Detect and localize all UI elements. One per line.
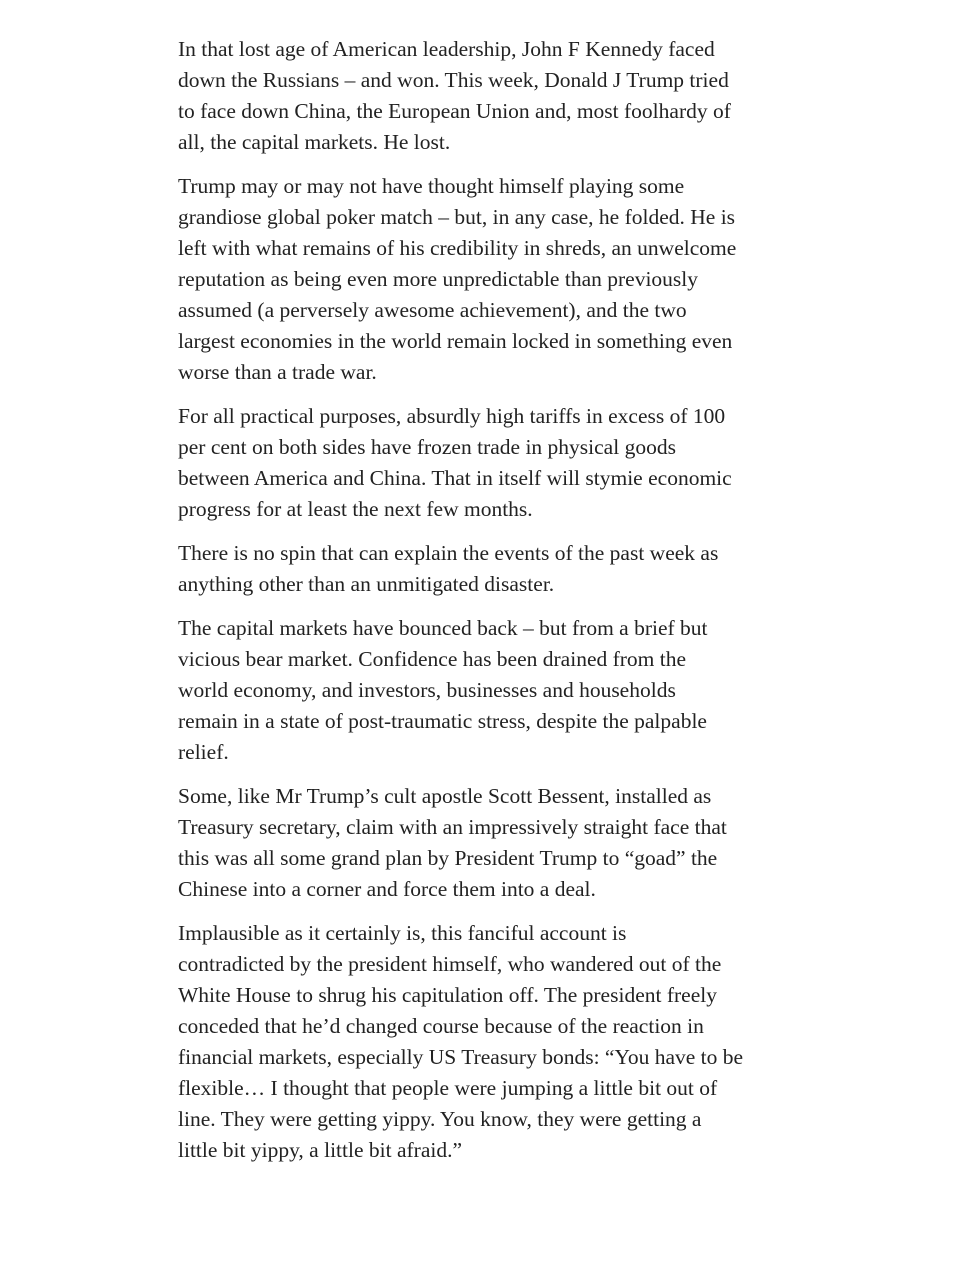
paragraph-line: White House to shrug his capitulation off. The president freely [178, 983, 717, 1007]
paragraph-line: There is no spin that can explain the events of the past week as [178, 541, 719, 565]
paragraph-line: Chinese into a corner and force them into a deal. [178, 877, 596, 901]
paragraph-line: Trump may or may not have thought himself playing some [178, 174, 685, 198]
paragraph-line: progress for at least the next few months. [178, 497, 533, 521]
paragraph-line: line. They were getting yippy. You know, they were getting a [178, 1107, 702, 1131]
paragraph-line: For all practical purposes, absurdly high tariffs in excess of 100 [178, 404, 726, 428]
paragraph-line: largest economies in the world remain locked in something even [178, 329, 733, 353]
paragraph-line: vicious bear market. Confidence has been drained from the [178, 647, 687, 671]
paragraph-line: remain in a state of post-traumatic stress, despite the palpable [178, 709, 707, 733]
paragraph-line: world economy, and investors, businesses and households [178, 678, 676, 702]
article-paragraph [178, 613, 798, 768]
article-paragraph [178, 538, 798, 600]
paragraph-line: grandiose global poker match – but, in any case, he folded. He is [178, 205, 736, 229]
paragraph-line: all, the capital markets. He lost. [178, 130, 451, 154]
paragraph-line: In that lost age of American leadership, John F Kennedy faced [178, 37, 715, 61]
paragraph-line: reputation as being even more unpredictable than previously [178, 267, 699, 291]
article-body [178, 34, 798, 1179]
paragraph-line: relief. [178, 740, 229, 764]
paragraph-line: little bit yippy, a little bit afraid.” [178, 1138, 463, 1162]
article-paragraph [178, 34, 798, 158]
paragraph-line: per cent on both sides have frozen trade in physical goods [178, 435, 676, 459]
paragraph-line: flexible… I thought that people were jumping a little bit out of [178, 1076, 718, 1100]
paragraph-line: down the Russians – and won. This week, Donald J Trump tried [178, 68, 729, 92]
paragraph-line: contradicted by the president himself, who wandered out of the [178, 952, 722, 976]
paragraph-line: worse than a trade war. [178, 360, 377, 384]
paragraph-line: financial markets, especially US Treasury bonds: “You have to be [178, 1045, 744, 1069]
paragraph-line: between America and China. That in itself will stymie economic [178, 466, 732, 490]
paragraph-line: Some, like Mr Trump’s cult apostle Scott Bessent, installed as [178, 784, 712, 808]
article-paragraph [178, 401, 798, 525]
paragraph-line: Implausible as it certainly is, this fanciful account is [178, 921, 627, 945]
paragraph-line: to face down China, the European Union and, most foolhardy of [178, 99, 731, 123]
paragraph-line: this was all some grand plan by President Trump to “goad” the [178, 846, 718, 870]
paragraph-line: assumed (a perversely awesome achievement), and the two [178, 298, 687, 322]
paragraph-line: The capital markets have bounced back – but from a brief but [178, 616, 708, 640]
paragraph-line: left with what remains of his credibility in shreds, an unwelcome [178, 236, 737, 260]
paragraph-line: anything other than an unmitigated disaster. [178, 572, 555, 596]
paragraph-line: conceded that he’d changed course because of the reaction in [178, 1014, 704, 1038]
article-paragraph [178, 918, 798, 1166]
article-paragraph [178, 171, 798, 388]
paragraph-line: Treasury secretary, claim with an impressively straight face that [178, 815, 727, 839]
article-paragraph [178, 781, 798, 905]
